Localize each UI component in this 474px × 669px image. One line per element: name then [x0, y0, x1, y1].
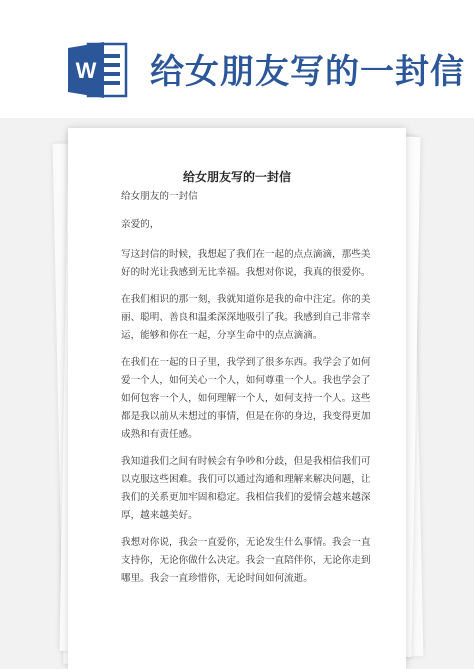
paragraph: 在我们相识的那一刻，我就知道你是我的命中注定。你的美丽、聪明、善良和温柔深深地吸引了我。我感到自己非常幸运，能够和你在一起，分享生命中的点点滴滴。 — [121, 294, 371, 341]
header-banner — [0, 0, 474, 118]
banner-title: 给女朋友写的一封信 — [150, 52, 465, 92]
document-subtitle: 给女朋友的一封信 — [121, 191, 198, 202]
document-body — [121, 188, 376, 597]
paragraph: 我想对你说，我会一直爱你，无论发生什么事情。我会一直支持你，无论你做什么决定。我会一直陪伴你，无论你走到哪里。我会一直珍惜你，无论时间如何流逝。 — [121, 537, 371, 584]
paragraph: 我知道我们之间有时候会有争吵和分歧，但是我相信我们可以克服这些困难。我们可以通过沟通和理解来解决问题，让我们的关系更加牢固和稳定。我相信我们的爱情会越来越深厚，越来越美好。 — [121, 456, 371, 521]
page-title: 给女朋友写的一封信 — [182, 170, 291, 184]
word-icon-letter: W — [75, 58, 97, 83]
paragraph: 在我们在一起的日子里，我学到了很多东西。我学会了如何爱一个人，如何关心一个人，如何尊重一个人。我也学会了如何包容一个人，如何理解一个人，如何支持一个人。这些都是我以前从未想过的事情，但是在你的身边，我变得更加成熟和有责任感。 — [121, 357, 371, 440]
paragraph: 写这封信的时候，我想起了我们在一起的点点滴滴，那些美好的时光让我感到无比幸福。我想对你说，我真的很爱你。 — [121, 249, 371, 278]
word-icon — [66, 38, 130, 102]
greeting: 亲爱的， — [121, 219, 160, 230]
document-page — [68, 128, 406, 669]
